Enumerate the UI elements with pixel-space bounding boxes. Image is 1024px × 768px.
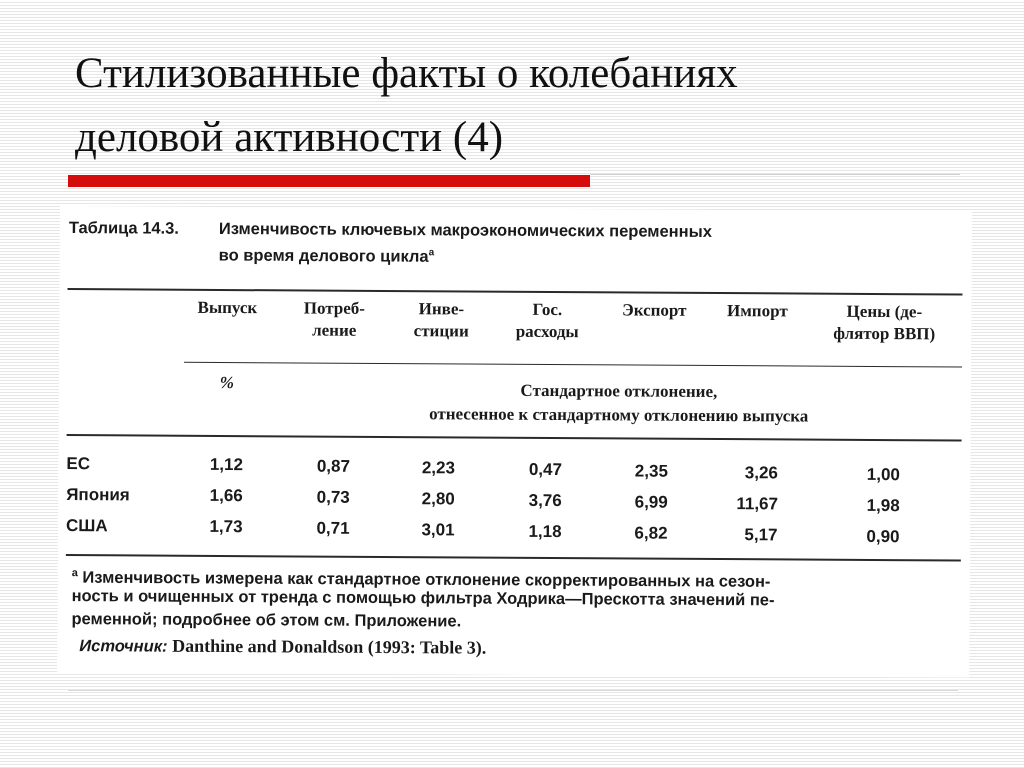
table-cell: 5,17: [744, 525, 778, 545]
table-cell: 1,73: [209, 516, 243, 537]
table-cell: 3,01: [421, 520, 455, 540]
source-line: [79, 634, 969, 662]
header-bottom-rule: [67, 434, 962, 441]
column-header-exports: Экспорт: [622, 300, 687, 320]
unit-others: Стандартное отклонение, отнесенное к стандартному отклонению выпуска: [429, 380, 809, 426]
table-cell: 1,12: [209, 454, 244, 475]
source-label: Источник:: [79, 637, 168, 656]
slide-title-line-2: деловой активности (4): [75, 114, 504, 161]
row-label-japan: Япония: [66, 485, 130, 505]
row-label-eu: ЕС: [66, 454, 91, 474]
column-header-output: Выпуск: [197, 297, 258, 318]
table-cell: 0,87: [316, 456, 351, 476]
table-cell: 6,82: [634, 523, 668, 543]
table-cell: 3,26: [744, 463, 778, 483]
table-caption-label: Таблица 14.3.: [68, 219, 179, 238]
table-caption: [69, 217, 712, 243]
table-cell: 2,23: [421, 458, 456, 478]
column-header-imports: Импорт: [726, 301, 788, 321]
table-caption-line-2: во время делового цикла: [218, 246, 429, 266]
table-cell: 2,35: [634, 461, 668, 481]
source-text: Danthine and Donaldson (1993: Table 3).: [172, 635, 487, 658]
scanned-table-image: [57, 206, 972, 678]
table-cell: 0,90: [866, 526, 900, 547]
slide-title: [75, 42, 975, 170]
header-divider-rule: [184, 362, 962, 368]
table-cell: 1,00: [866, 464, 900, 485]
table-cell: 11,67: [736, 494, 779, 514]
table-cell: 1,98: [866, 495, 900, 516]
table-cell: 6,99: [634, 492, 668, 512]
column-header-investment: Инве- стиции: [413, 299, 469, 341]
footnote-marker: a: [71, 567, 78, 580]
title-accent-bar: [68, 175, 590, 187]
slide-title-line-1: Стилизованные факты о колебаниях: [75, 50, 738, 97]
table-cell: 0,47: [528, 459, 563, 480]
bottom-divider-line: [68, 690, 958, 691]
table-top-rule: [67, 288, 962, 295]
table-cell: 0,71: [316, 518, 350, 538]
footnote-line-3: ременной; подробнее об этом см. Приложение.: [71, 610, 462, 631]
table-cell: 2,80: [421, 489, 455, 509]
footnote-line-1: $^a$ Изменчивость измерена как стандартное отклонение скорректированных на сезон-: [71, 567, 771, 591]
row-label-usa: США: [65, 516, 108, 536]
table-cell: 0,73: [316, 487, 350, 507]
footnote-line-2: ность и очищенных от тренда с помощью фильтра Ходрика—Прескотта значений пе-: [71, 587, 775, 610]
table-caption-line-2-wrap: [219, 241, 435, 268]
table-caption-line-1: Изменчивость ключевых макроэкономических переменных: [218, 219, 712, 241]
column-header-government-spending: Гос. расходы: [515, 299, 579, 342]
table-bottom-rule: [66, 554, 961, 561]
table-cell: 1,66: [209, 485, 243, 506]
table-cell: 3,76: [528, 490, 562, 511]
table-cell: 1,18: [528, 521, 562, 542]
column-header-consumption: Потреб- ление: [303, 298, 366, 340]
column-header-prices: Цены (де- флятор ВВП): [833, 301, 936, 344]
title-divider-line: [590, 174, 960, 175]
unit-output: %: [219, 372, 235, 393]
table-caption-marker: a: [428, 247, 435, 259]
